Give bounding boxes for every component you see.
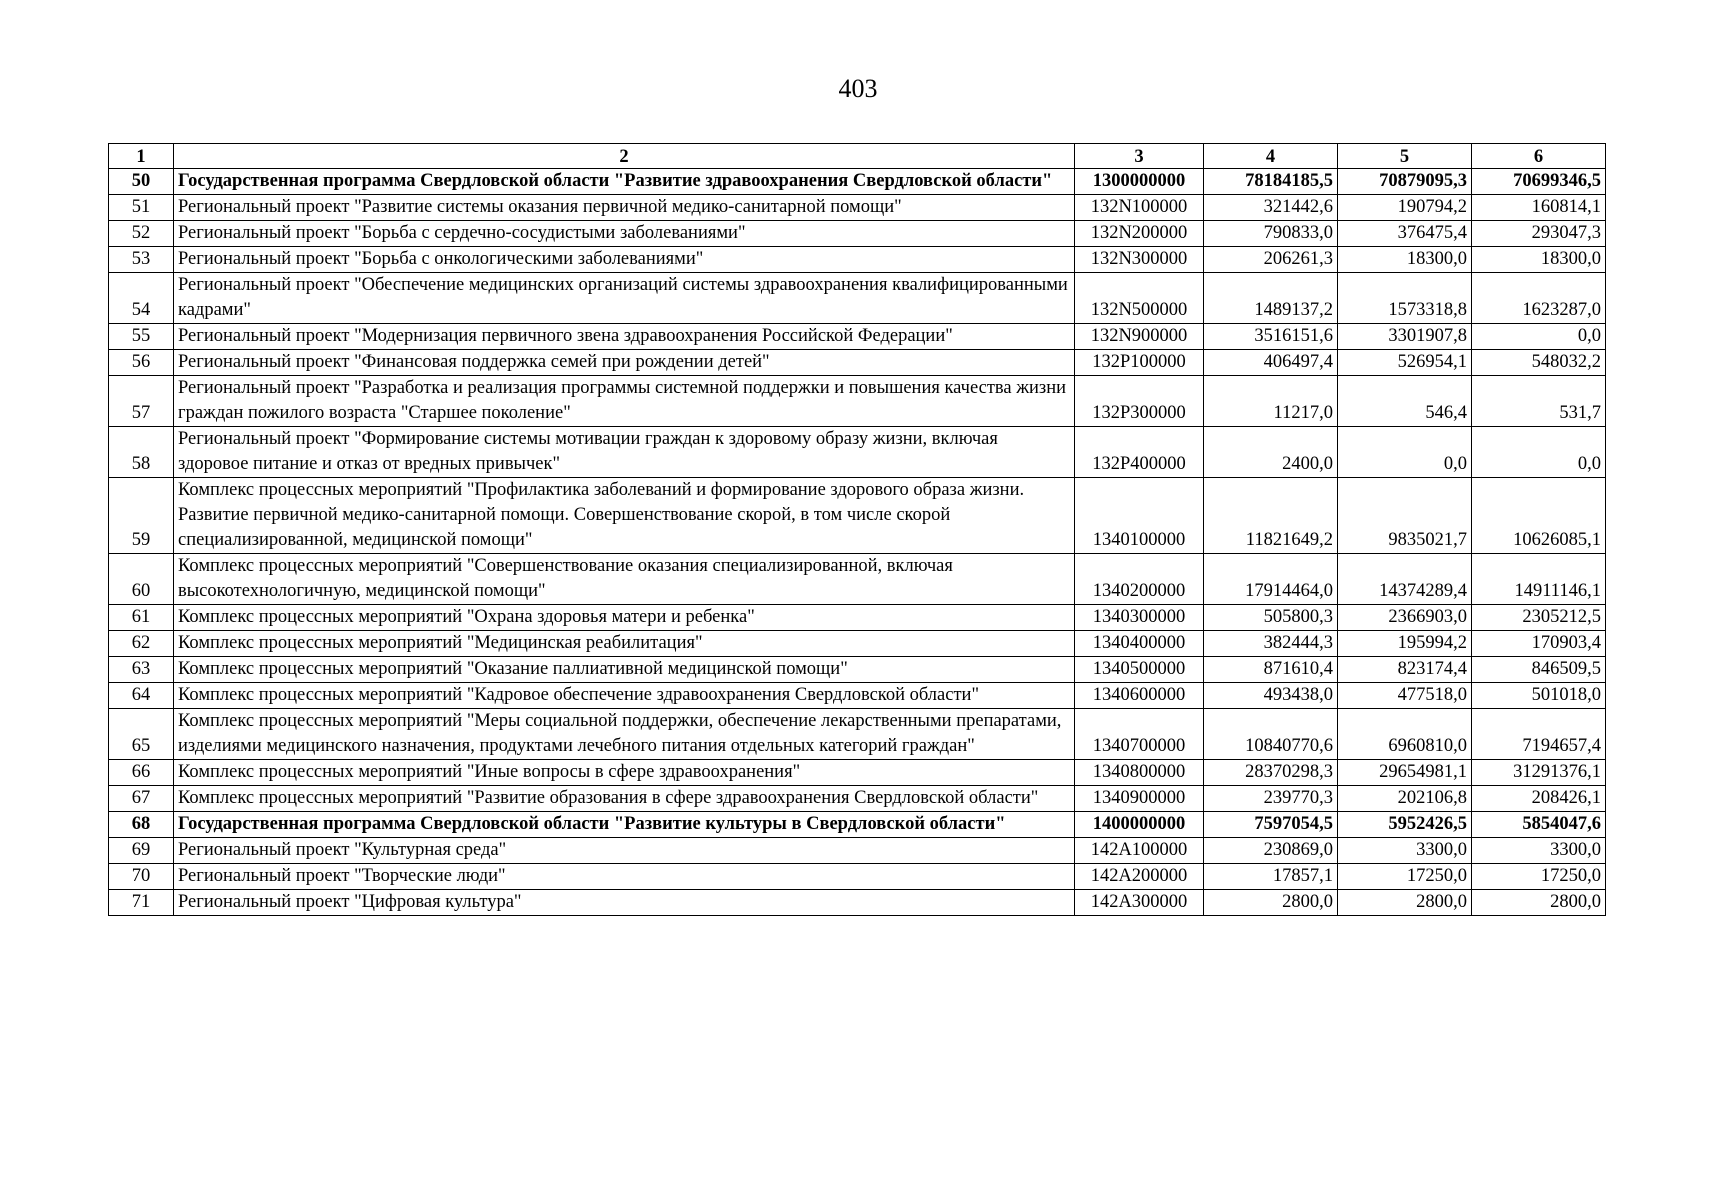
row-value-col4: 17857,1 (1204, 864, 1338, 890)
row-value-col5: 1573318,8 (1338, 273, 1472, 324)
row-number: 55 (109, 324, 174, 350)
row-name: Государственная программа Свердловской области "Развитие здравоохранения Свердловской области" (174, 169, 1075, 195)
row-value-col4: 382444,3 (1204, 631, 1338, 657)
row-value-col4: 790833,0 (1204, 221, 1338, 247)
table-row (109, 760, 1606, 786)
row-number: 59 (109, 478, 174, 554)
row-number: 65 (109, 709, 174, 760)
row-value-col4: 871610,4 (1204, 657, 1338, 683)
row-value-col5: 546,4 (1338, 376, 1472, 427)
row-value-col4: 28370298,3 (1204, 760, 1338, 786)
row-value-col6: 70699346,5 (1472, 169, 1606, 195)
row-name: Региональный проект "Борьба с онкологическими заболеваниями" (174, 247, 1075, 273)
table-row (109, 657, 1606, 683)
row-name: Комплекс процессных мероприятий "Иные вопросы в сфере здравоохранения" (174, 760, 1075, 786)
column-header-5: 5 (1338, 144, 1472, 169)
row-name: Комплекс процессных мероприятий "Охрана здоровья матери и ребенка" (174, 605, 1075, 631)
table-row (109, 683, 1606, 709)
row-value-col4: 11217,0 (1204, 376, 1338, 427)
row-code: 1340500000 (1075, 657, 1204, 683)
row-value-col6: 18300,0 (1472, 247, 1606, 273)
table-row (109, 247, 1606, 273)
table-row (109, 631, 1606, 657)
row-code: 132N900000 (1075, 324, 1204, 350)
row-number: 67 (109, 786, 174, 812)
row-code: 132N300000 (1075, 247, 1204, 273)
row-value-col6: 7194657,4 (1472, 709, 1606, 760)
row-name: Комплекс процессных мероприятий "Профилактика заболеваний и формирование здорового образа жизни. Развитие первичной медико-санитарной помощи. Совершенствование скорой, в том числе скорой специализированной, медицинской помощи" (174, 478, 1075, 554)
table-row (109, 221, 1606, 247)
row-value-col6: 293047,3 (1472, 221, 1606, 247)
row-number: 60 (109, 554, 174, 605)
column-header-6: 6 (1472, 144, 1606, 169)
row-code: 1340200000 (1075, 554, 1204, 605)
row-name: Региональный проект "Формирование системы мотивации граждан к здоровому образу жизни, включая здоровое питание и отказ от вредных привычек" (174, 427, 1075, 478)
row-number: 69 (109, 838, 174, 864)
row-value-col5: 17250,0 (1338, 864, 1472, 890)
row-code: 1340300000 (1075, 605, 1204, 631)
row-name: Региональный проект "Финансовая поддержка семей при рождении детей" (174, 350, 1075, 376)
budget-table (108, 143, 1606, 916)
row-code: 1340600000 (1075, 683, 1204, 709)
row-value-col6: 1623287,0 (1472, 273, 1606, 324)
column-header-1: 1 (109, 144, 174, 169)
row-name: Региональный проект "Культурная среда" (174, 838, 1075, 864)
row-value-col6: 17250,0 (1472, 864, 1606, 890)
row-value-col5: 202106,8 (1338, 786, 1472, 812)
row-value-col4: 2800,0 (1204, 890, 1338, 916)
table-row (109, 812, 1606, 838)
row-code: 142A300000 (1075, 890, 1204, 916)
row-number: 56 (109, 350, 174, 376)
row-value-col5: 3301907,8 (1338, 324, 1472, 350)
row-value-col4: 2400,0 (1204, 427, 1338, 478)
row-name: Региональный проект "Разработка и реализация программы системной поддержки и повышения качества жизни граждан пожилого возраста "Старшее поколение" (174, 376, 1075, 427)
table-row (109, 709, 1606, 760)
column-header-2: 2 (174, 144, 1075, 169)
row-value-col4: 239770,3 (1204, 786, 1338, 812)
row-name: Комплекс процессных мероприятий "Совершенствование оказания специализированной, включая высокотехнологичную, медицинской помощи" (174, 554, 1075, 605)
row-value-col4: 10840770,6 (1204, 709, 1338, 760)
row-value-col6: 501018,0 (1472, 683, 1606, 709)
row-number: 58 (109, 427, 174, 478)
row-value-col4: 11821649,2 (1204, 478, 1338, 554)
row-value-col5: 2800,0 (1338, 890, 1472, 916)
row-number: 62 (109, 631, 174, 657)
row-code: 1340400000 (1075, 631, 1204, 657)
row-number: 70 (109, 864, 174, 890)
table-row (109, 273, 1606, 324)
row-name: Региональный проект "Развитие системы оказания первичной медико-санитарной помощи" (174, 195, 1075, 221)
row-code: 1340800000 (1075, 760, 1204, 786)
row-code: 142A100000 (1075, 838, 1204, 864)
row-number: 53 (109, 247, 174, 273)
row-value-col5: 477518,0 (1338, 683, 1472, 709)
row-value-col4: 78184185,5 (1204, 169, 1338, 195)
row-number: 64 (109, 683, 174, 709)
row-number: 54 (109, 273, 174, 324)
row-number: 52 (109, 221, 174, 247)
row-name: Комплекс процессных мероприятий "Меры социальной поддержки, обеспечение лекарственными препаратами, изделиями медицинского назначения, продуктами лечебного питания отдельных категорий граждан" (174, 709, 1075, 760)
row-code: 1400000000 (1075, 812, 1204, 838)
row-value-col5: 9835021,7 (1338, 478, 1472, 554)
row-code: 132N500000 (1075, 273, 1204, 324)
row-value-col4: 7597054,5 (1204, 812, 1338, 838)
row-value-col5: 14374289,4 (1338, 554, 1472, 605)
row-name: Региональный проект "Борьба с сердечно-сосудистыми заболеваниями" (174, 221, 1075, 247)
row-value-col5: 0,0 (1338, 427, 1472, 478)
row-number: 57 (109, 376, 174, 427)
row-number: 71 (109, 890, 174, 916)
row-code: 132P300000 (1075, 376, 1204, 427)
row-number: 51 (109, 195, 174, 221)
row-value-col5: 29654981,1 (1338, 760, 1472, 786)
row-value-col6: 0,0 (1472, 427, 1606, 478)
column-header-3: 3 (1075, 144, 1204, 169)
table-row (109, 890, 1606, 916)
row-value-col4: 1489137,2 (1204, 273, 1338, 324)
row-number: 61 (109, 605, 174, 631)
table-header-row (109, 144, 1606, 169)
row-number: 66 (109, 760, 174, 786)
table-row (109, 195, 1606, 221)
table-row (109, 427, 1606, 478)
row-value-col4: 17914464,0 (1204, 554, 1338, 605)
table-row (109, 864, 1606, 890)
row-code: 1340900000 (1075, 786, 1204, 812)
row-value-col4: 406497,4 (1204, 350, 1338, 376)
table-row (109, 169, 1606, 195)
row-value-col5: 2366903,0 (1338, 605, 1472, 631)
row-code: 132N200000 (1075, 221, 1204, 247)
row-name: Региональный проект "Творческие люди" (174, 864, 1075, 890)
row-value-col5: 18300,0 (1338, 247, 1472, 273)
row-value-col4: 3516151,6 (1204, 324, 1338, 350)
row-value-col4: 493438,0 (1204, 683, 1338, 709)
row-number: 50 (109, 169, 174, 195)
row-code: 1300000000 (1075, 169, 1204, 195)
page-number: 403 (838, 74, 878, 103)
row-value-col5: 823174,4 (1338, 657, 1472, 683)
row-number: 68 (109, 812, 174, 838)
row-value-col5: 195994,2 (1338, 631, 1472, 657)
row-value-col5: 5952426,5 (1338, 812, 1472, 838)
row-value-col5: 190794,2 (1338, 195, 1472, 221)
row-name: Региональный проект "Цифровая культура" (174, 890, 1075, 916)
row-value-col6: 31291376,1 (1472, 760, 1606, 786)
table-row (109, 786, 1606, 812)
row-code: 142A200000 (1075, 864, 1204, 890)
row-name: Комплекс процессных мероприятий "Оказание паллиативной медицинской помощи" (174, 657, 1075, 683)
row-code: 132N100000 (1075, 195, 1204, 221)
row-name: Комплекс процессных мероприятий "Кадровое обеспечение здравоохранения Свердловской области" (174, 683, 1075, 709)
row-value-col4: 206261,3 (1204, 247, 1338, 273)
row-value-col6: 10626085,1 (1472, 478, 1606, 554)
row-value-col5: 6960810,0 (1338, 709, 1472, 760)
row-value-col5: 376475,4 (1338, 221, 1472, 247)
row-value-col5: 3300,0 (1338, 838, 1472, 864)
row-value-col5: 70879095,3 (1338, 169, 1472, 195)
row-value-col6: 2800,0 (1472, 890, 1606, 916)
table-row (109, 605, 1606, 631)
row-value-col6: 2305212,5 (1472, 605, 1606, 631)
row-value-col6: 208426,1 (1472, 786, 1606, 812)
row-name: Региональный проект "Модернизация первичного звена здравоохранения Российской Федерации" (174, 324, 1075, 350)
row-value-col4: 505800,3 (1204, 605, 1338, 631)
row-code: 1340100000 (1075, 478, 1204, 554)
row-value-col4: 321442,6 (1204, 195, 1338, 221)
row-value-col6: 846509,5 (1472, 657, 1606, 683)
table-body (109, 169, 1606, 916)
row-name: Комплекс процессных мероприятий "Медицинская реабилитация" (174, 631, 1075, 657)
row-code: 132P100000 (1075, 350, 1204, 376)
row-name: Государственная программа Свердловской области "Развитие культуры в Свердловской области" (174, 812, 1075, 838)
table-row (109, 350, 1606, 376)
row-value-col6: 3300,0 (1472, 838, 1606, 864)
row-value-col6: 531,7 (1472, 376, 1606, 427)
table-row (109, 376, 1606, 427)
row-value-col6: 0,0 (1472, 324, 1606, 350)
row-value-col6: 160814,1 (1472, 195, 1606, 221)
table-row (109, 324, 1606, 350)
row-value-col6: 5854047,6 (1472, 812, 1606, 838)
row-name: Комплекс процессных мероприятий "Развитие образования в сфере здравоохранения Свердловской области" (174, 786, 1075, 812)
row-value-col6: 548032,2 (1472, 350, 1606, 376)
row-value-col6: 14911146,1 (1472, 554, 1606, 605)
table-row (109, 478, 1606, 554)
table-row (109, 554, 1606, 605)
column-header-4: 4 (1204, 144, 1338, 169)
row-code: 1340700000 (1075, 709, 1204, 760)
table-row (109, 838, 1606, 864)
row-number: 63 (109, 657, 174, 683)
row-code: 132P400000 (1075, 427, 1204, 478)
row-value-col4: 230869,0 (1204, 838, 1338, 864)
row-value-col5: 526954,1 (1338, 350, 1472, 376)
row-name: Региональный проект "Обеспечение медицинских организаций системы здравоохранения квалифицированными кадрами" (174, 273, 1075, 324)
row-value-col6: 170903,4 (1472, 631, 1606, 657)
